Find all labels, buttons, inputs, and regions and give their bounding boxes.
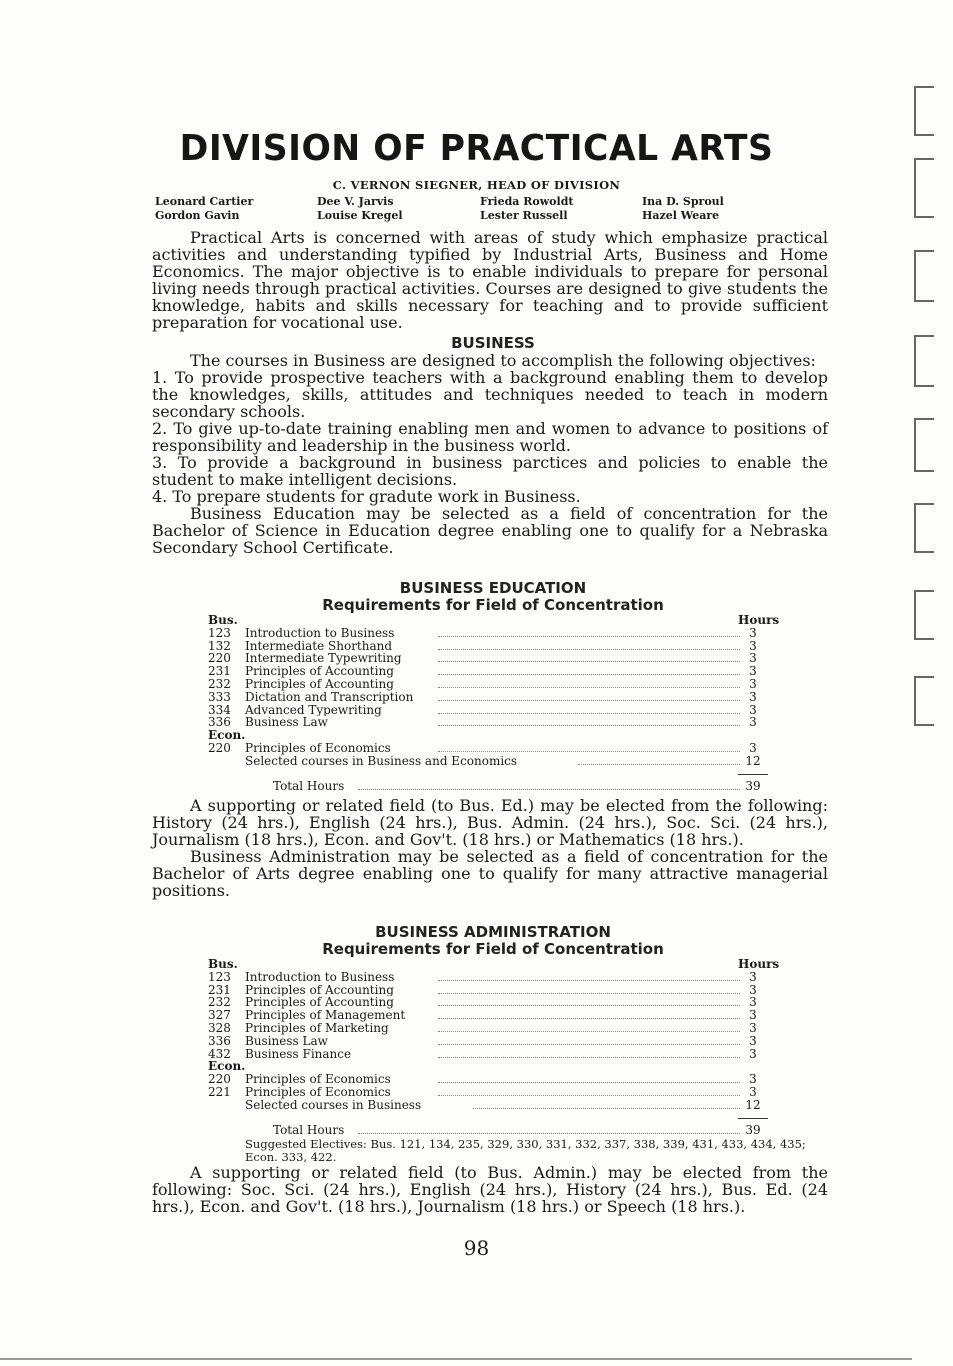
course-hours: 3 — [749, 1072, 757, 1087]
faculty-column-4 — [642, 195, 724, 223]
course-hours: 3 — [749, 1033, 757, 1048]
intro-section — [152, 229, 828, 331]
course-name: Principles of Economics — [245, 1073, 395, 1086]
course-hours: 3 — [749, 1084, 757, 1099]
table-row — [208, 755, 768, 768]
faculty-column-2 — [317, 195, 403, 223]
faculty-name: Leonard Cartier — [155, 195, 254, 208]
bus-label: Bus. — [208, 957, 238, 971]
course-name: Introduction to Business — [245, 971, 398, 984]
objective-item: 1. To provide prospective teachers with a background enabling them to develop the knowledges, skills, attitudes and techniques needed to teach in modern secondary schools. — [152, 368, 828, 421]
bus-adm-related: A supporting or related field (to Bus. Admin.) may be elected from the following: Soc. Sci. (24 hrs.), English (24 hrs.), History (24 hrs.), Bus. Ed. (24 hrs.), Econ. and Gov't. (18 hrs.), Journalism (18 hrs.) or Speech (18 hrs.). — [152, 1163, 828, 1216]
business-section — [152, 352, 828, 556]
faculty-name: Dee V. Jarvis — [317, 195, 394, 208]
course-number: 220 — [208, 740, 231, 755]
course-hours: 3 — [749, 638, 757, 653]
course-hours: 3 — [749, 651, 757, 666]
page-number: 98 — [463, 1236, 490, 1260]
course-number: 232 — [208, 676, 231, 691]
table-row — [208, 1022, 768, 1035]
course-hours: 3 — [749, 1046, 757, 1061]
course-number: 232 — [208, 995, 231, 1010]
table-row — [208, 691, 768, 704]
course-number: 328 — [208, 1020, 231, 1035]
table-row — [208, 678, 768, 691]
objective-item: 4. To prepare students for gradute work in Business. — [152, 487, 581, 506]
course-hours: 3 — [749, 689, 757, 704]
course-hours: 3 — [749, 676, 757, 691]
business-heading: BUSINESS — [451, 334, 535, 352]
course-hours: 3 — [749, 715, 757, 730]
course-number: 432 — [208, 1046, 231, 1061]
business-intro: The courses in Business are designed to accomplish the following objectives: — [190, 351, 816, 370]
faculty-name: Louise Kregel — [317, 209, 403, 222]
course-hours: 3 — [749, 1008, 757, 1023]
course-name: Selected courses in Business and Economics — [245, 755, 521, 768]
course-number: 123 — [208, 969, 231, 984]
bus-adm-heading: BUSINESS ADMINISTRATION — [375, 923, 611, 941]
bus-ed-related: A supporting or related field (to Bus. Ed.) may be elected from the following: History (24 hrs.), English (24 hrs.), Bus. Admin. (24 hrs.), Soc. Sci. (24 hrs.), Journalism (18 hrs.), Econ. and Gov't. (18 hrs.) or Mathematics (18 hrs.). — [152, 796, 828, 849]
table-row — [208, 742, 768, 755]
course-name: Intermediate Typewriting — [245, 652, 406, 665]
table-row — [208, 1035, 768, 1048]
total-row — [208, 1124, 768, 1137]
hours-label: Hours — [738, 957, 780, 971]
faculty-name: Lester Russell — [480, 209, 568, 222]
course-number: 336 — [208, 1033, 231, 1048]
table-row — [208, 1086, 768, 1099]
course-name: Introduction to Business — [245, 627, 398, 640]
faculty-name: Gordon Gavin — [155, 209, 240, 222]
faculty-name: Frieda Rowoldt — [480, 195, 574, 208]
course-hours: 3 — [749, 969, 757, 984]
faculty-column-1 — [155, 195, 253, 223]
faculty-name: Hazel Weare — [642, 209, 720, 222]
econ-label: Econ. — [208, 728, 246, 743]
course-name: Principles of Economics — [245, 742, 395, 755]
course-name: Principles of Accounting — [245, 678, 398, 691]
course-name: Business Law — [245, 716, 332, 729]
course-number: 221 — [208, 1084, 231, 1099]
total-hours: 39 — [745, 778, 761, 793]
course-number: 220 — [208, 1072, 231, 1087]
course-name: Principles of Management — [245, 1009, 409, 1022]
table-row — [208, 971, 768, 984]
course-number: 231 — [208, 982, 231, 997]
bus-ed-related-section — [152, 797, 828, 899]
course-hours: 3 — [749, 995, 757, 1010]
course-name: Principles of Accounting — [245, 665, 398, 678]
bus-ed-table — [208, 613, 780, 793]
course-number: 336 — [208, 715, 231, 730]
table-row — [208, 1048, 768, 1061]
course-name: Business Finance — [245, 1048, 355, 1061]
course-name: Principles of Economics — [245, 1086, 395, 1099]
course-number: 334 — [208, 702, 231, 717]
faculty-column-3 — [480, 195, 573, 223]
course-hours: 3 — [749, 664, 757, 679]
total-label: Total Hours — [273, 1124, 348, 1137]
course-name: Advanced Typewriting — [245, 704, 386, 717]
total-rule — [738, 774, 768, 775]
course-hours: 12 — [745, 753, 761, 768]
faculty-name: Ina D. Sproul — [642, 195, 724, 208]
intro-paragraph: Practical Arts is concerned with areas of study which emphasize practical activities and understanding typified by Industrial Arts, Business and Home Economics. The major objective is to enable individuals to prepare for personal living needs through practical activities. Courses are designed to give students the knowledge, habits and skills necessary for teaching and to provide sufficient preparation for vocational use. — [152, 228, 828, 332]
bus-ed-heading: BUSINESS EDUCATION — [399, 579, 587, 597]
bus-adm-paragraph: Business Administration may be selected as a field of concentration for the Bachelor of Arts degree enabling one to qualify for many attractive managerial positions. — [152, 847, 828, 900]
course-hours: 12 — [745, 1097, 761, 1112]
table-row — [208, 627, 768, 640]
page-title: DIVISION OF PRACTICAL ARTS — [179, 128, 774, 169]
course-hours: 3 — [749, 740, 757, 755]
bus-ed-paragraph: Business Education may be selected as a field of concentration for the Bachelor of Science in Education degree enabling one to qualify for a Nebraska Secondary School Certificate. — [152, 504, 828, 557]
course-number: 132 — [208, 638, 231, 653]
bus-ed-req-heading: Requirements for Field of Concentration — [322, 596, 664, 614]
total-hours: 39 — [745, 1122, 761, 1137]
course-number: 231 — [208, 664, 231, 679]
bus-adm-req-heading: Requirements for Field of Concentration — [322, 940, 664, 958]
course-hours: 3 — [749, 702, 757, 717]
course-name: Business Law — [245, 1035, 332, 1048]
course-number: 123 — [208, 625, 231, 640]
course-name: Intermediate Shorthand — [245, 640, 396, 653]
course-name: Dictation and Transcription — [245, 691, 417, 704]
division-head: C. VERNON SIEGNER, HEAD OF DIVISION — [332, 178, 621, 192]
bus-label: Bus. — [208, 613, 238, 627]
course-name: Principles of Marketing — [245, 1022, 393, 1035]
total-label: Total Hours — [273, 780, 348, 793]
objective-item: 2. To give up-to-date training enabling men and women to advance to positions of responsibility and leadership in the business world. — [152, 419, 828, 455]
bus-adm-related-section — [152, 1164, 828, 1215]
table-row — [208, 1099, 768, 1112]
course-hours: 3 — [749, 625, 757, 640]
course-number: 333 — [208, 689, 231, 704]
course-name: Selected courses in Business — [245, 1099, 425, 1112]
bus-adm-table — [208, 957, 780, 1137]
hours-label: Hours — [738, 613, 780, 627]
table-row — [208, 716, 768, 729]
course-name: Principles of Accounting — [245, 996, 398, 1009]
electives-note: Suggested Electives: Bus. 121, 134, 235, 329, 330, 331, 332, 337, 338, 339, 431, 433, 434, 435; Econ. 333, 422. — [245, 1137, 806, 1164]
course-hours: 3 — [749, 1020, 757, 1035]
course-number: 327 — [208, 1008, 231, 1023]
total-row — [208, 780, 768, 793]
course-number: 220 — [208, 651, 231, 666]
objective-item: 3. To provide a background in business parctices and policies to enable the student to make intelligent decisions. — [152, 453, 828, 489]
course-name: Principles of Accounting — [245, 984, 398, 997]
course-hours: 3 — [749, 982, 757, 997]
total-rule — [738, 1118, 768, 1119]
econ-label: Econ. — [208, 1059, 246, 1074]
